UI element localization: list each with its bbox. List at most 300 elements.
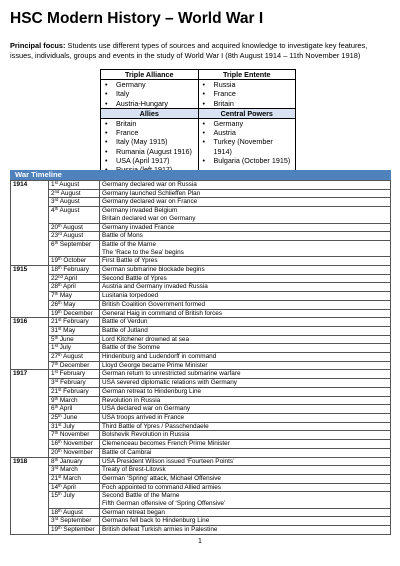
date-suffix: th bbox=[54, 430, 59, 436]
timeline-event bbox=[100, 198, 391, 207]
timeline-date bbox=[49, 353, 100, 362]
timeline-event bbox=[100, 292, 391, 301]
timeline-row bbox=[11, 232, 391, 241]
timeline-row bbox=[11, 300, 391, 309]
date-day: 20 bbox=[51, 448, 59, 456]
date-month: August bbox=[63, 508, 83, 516]
date-day: 20 bbox=[51, 223, 59, 231]
timeline-year: 1914 bbox=[11, 181, 49, 266]
timeline-date bbox=[49, 466, 100, 475]
timeline-row bbox=[11, 405, 391, 414]
timeline-row bbox=[11, 266, 391, 275]
date-suffix: rd bbox=[54, 378, 59, 384]
event-text: First Battle of Ypres bbox=[102, 257, 158, 265]
timeline-row bbox=[11, 292, 391, 301]
page-number: 1 bbox=[198, 538, 202, 545]
date-month: March bbox=[60, 466, 78, 474]
timeline-row bbox=[11, 422, 391, 431]
alliances-table bbox=[100, 69, 296, 176]
timeline-row bbox=[11, 483, 391, 492]
timeline-event bbox=[100, 422, 391, 431]
date-month: September bbox=[63, 526, 95, 534]
timeline-date bbox=[49, 257, 100, 266]
timeline-date bbox=[49, 448, 100, 457]
date-month: April bbox=[59, 405, 73, 413]
timeline-event bbox=[100, 466, 391, 475]
triple-alliance-item: • Germany bbox=[103, 80, 196, 89]
date-day: 3 bbox=[51, 517, 55, 525]
timeline-date bbox=[49, 181, 100, 190]
timeline-row bbox=[11, 274, 391, 283]
date-month: May bbox=[63, 326, 76, 334]
date-day: 3 bbox=[51, 379, 55, 387]
central-powers-title: Central Powers bbox=[198, 108, 296, 118]
timeline-year: 1916 bbox=[11, 318, 49, 370]
date-suffix: th bbox=[58, 448, 62, 453]
date-day: 22 bbox=[51, 274, 59, 282]
event-text: Lusitania torpedoed bbox=[102, 292, 159, 300]
date-day: 19 bbox=[51, 309, 59, 317]
date-month: February bbox=[63, 318, 89, 326]
principal-focus-text: Students use different types of sources and acquired knowledge to investigate key features, issues, individuals, groups and events in the study of World War I (8th August 1914 – 11th November 1918) bbox=[10, 41, 368, 60]
timeline-row bbox=[11, 240, 391, 256]
timeline-event bbox=[100, 335, 391, 344]
date-suffix: th bbox=[58, 483, 62, 488]
event-text: Foch appointed to command Allied armies bbox=[102, 483, 222, 491]
date-month: October bbox=[63, 257, 87, 265]
timeline-event bbox=[100, 379, 391, 388]
timeline-event bbox=[100, 396, 391, 405]
date-month: December bbox=[59, 361, 90, 369]
timeline-event bbox=[100, 223, 391, 232]
date-month: January bbox=[59, 457, 83, 465]
timeline-event bbox=[100, 431, 391, 440]
date-day: 19 bbox=[51, 257, 59, 265]
timeline-event bbox=[100, 517, 391, 526]
timeline-row bbox=[11, 379, 391, 388]
date-month: March bbox=[63, 474, 81, 482]
date-suffix: rd bbox=[54, 197, 59, 203]
event-text: German submarine blockade begins bbox=[102, 266, 205, 274]
event-text: German retreat to Hindenburg Line bbox=[102, 387, 202, 395]
date-month: September bbox=[60, 517, 92, 525]
timeline-date bbox=[49, 517, 100, 526]
date-suffix: st bbox=[58, 422, 62, 427]
event-text: Austria and Germany invaded Russia bbox=[102, 283, 208, 291]
timeline-date bbox=[49, 492, 100, 508]
date-day: 6 bbox=[51, 405, 55, 413]
page-title: HSC Modern History – World War I bbox=[10, 10, 264, 27]
event-text: USA declared war on Germany bbox=[102, 405, 191, 413]
central-powers-list bbox=[201, 119, 294, 165]
central-powers-item: • Bulgaria (October 1915) bbox=[201, 156, 294, 165]
principal-focus-label: Principal focus: bbox=[10, 41, 66, 50]
date-month: July bbox=[59, 344, 71, 352]
timeline-date bbox=[49, 326, 100, 335]
timeline-event bbox=[100, 361, 391, 370]
timeline-row bbox=[11, 361, 391, 370]
timeline-event bbox=[100, 189, 391, 198]
timeline-row bbox=[11, 517, 391, 526]
event-text: USA troops arrived in France bbox=[102, 413, 185, 421]
timeline-event bbox=[100, 283, 391, 292]
date-day: 7 bbox=[51, 292, 55, 300]
allies-item: • France bbox=[103, 128, 196, 137]
timeline-event bbox=[100, 309, 391, 318]
date-suffix: st bbox=[54, 180, 58, 185]
triple-entente-item: • Britain bbox=[201, 99, 294, 108]
allies-item: • USA (April 1917) bbox=[103, 156, 196, 165]
principal-focus bbox=[10, 41, 390, 61]
event-text: Germany declared war on France bbox=[102, 198, 198, 206]
date-suffix: th bbox=[58, 508, 62, 513]
date-month: June bbox=[63, 413, 78, 421]
date-suffix: th bbox=[54, 361, 59, 366]
allies-title: Allies bbox=[101, 108, 199, 118]
timeline-date bbox=[49, 526, 100, 535]
date-month: May bbox=[59, 292, 72, 300]
date-month: August bbox=[63, 223, 83, 231]
event-text: USA severed diplomatic relations with Germany bbox=[102, 379, 237, 387]
date-suffix: th bbox=[54, 396, 59, 401]
event-text: British Coalition Government formed bbox=[102, 300, 206, 308]
date-suffix: th bbox=[58, 352, 62, 358]
timeline-row bbox=[11, 326, 391, 335]
date-day: 28 bbox=[51, 283, 59, 291]
date-day: 9 bbox=[51, 396, 55, 404]
triple-alliance-list bbox=[103, 80, 196, 108]
timeline-date bbox=[49, 370, 100, 379]
date-month: August bbox=[59, 181, 80, 188]
timeline-event bbox=[100, 353, 391, 362]
date-suffix: nd bbox=[54, 189, 60, 194]
allies-item: • Italy (May 1915) bbox=[103, 137, 196, 146]
timeline-date bbox=[49, 232, 100, 241]
timeline-row bbox=[11, 508, 391, 517]
date-month: July bbox=[63, 492, 75, 500]
date-month: August bbox=[59, 198, 80, 206]
timeline-row bbox=[11, 207, 391, 223]
timeline-event bbox=[100, 274, 391, 283]
allies-item: • Britain bbox=[103, 119, 196, 128]
event-text: British defeat Turkish armies in Palestine bbox=[102, 526, 218, 534]
date-suffix: st bbox=[58, 326, 62, 331]
date-day: 1 bbox=[51, 344, 55, 352]
date-suffix: th bbox=[58, 491, 62, 497]
timeline-event bbox=[100, 474, 391, 483]
event-text: Third Battle of Ypres / Passchendaele bbox=[102, 422, 209, 430]
date-suffix: rd bbox=[58, 231, 62, 237]
timeline-row bbox=[11, 353, 391, 362]
date-day: 31 bbox=[51, 326, 59, 334]
date-day: 21 bbox=[51, 318, 59, 326]
event-text: Fifth German offensive of ‘Spring Offensive’ bbox=[102, 500, 226, 508]
date-suffix: th bbox=[54, 404, 59, 410]
allies-list bbox=[103, 119, 196, 175]
date-day: 31 bbox=[51, 422, 59, 430]
timeline-event bbox=[100, 483, 391, 492]
timeline-event bbox=[100, 300, 391, 309]
timeline-event bbox=[100, 232, 391, 241]
date-month: February bbox=[59, 370, 86, 378]
event-text: General Haig in command of British forces bbox=[102, 309, 223, 317]
timeline-row bbox=[11, 309, 391, 318]
triple-entente-list bbox=[201, 80, 294, 108]
date-day: 21 bbox=[51, 474, 59, 482]
timeline-date bbox=[49, 223, 100, 232]
date-month: February bbox=[60, 379, 86, 387]
event-text: Battle of Cambrai bbox=[102, 448, 152, 456]
date-suffix: th bbox=[54, 291, 59, 297]
timeline-row bbox=[11, 344, 391, 353]
date-day: 18 bbox=[51, 266, 59, 274]
timeline-date bbox=[49, 335, 100, 344]
triple-entente-item: • France bbox=[201, 89, 294, 98]
timeline-event bbox=[100, 326, 391, 335]
central-powers-item: • Austria bbox=[201, 128, 294, 137]
date-month: June bbox=[59, 335, 74, 343]
date-day: 21 bbox=[51, 387, 59, 395]
timeline-row bbox=[11, 335, 391, 344]
allies-cell bbox=[101, 118, 199, 175]
timeline-row bbox=[11, 448, 391, 457]
date-suffix: th bbox=[58, 439, 62, 445]
date-month: August bbox=[63, 232, 84, 240]
timeline-date bbox=[49, 198, 100, 207]
timeline-date bbox=[49, 474, 100, 483]
triple-alliance-item: • Austria-Hungary bbox=[103, 99, 196, 108]
event-text: Lloyd George became Prime Minister bbox=[102, 361, 208, 369]
timeline-date bbox=[49, 431, 100, 440]
timeline-date bbox=[49, 318, 100, 327]
timeline-event bbox=[100, 370, 391, 379]
event-text: The ‘Race to the Sea’ begins bbox=[102, 248, 184, 256]
timeline-row bbox=[11, 181, 391, 190]
timeline-date bbox=[49, 266, 100, 275]
event-text: USA President Wilson issued ‘Fourteen Points’ bbox=[102, 457, 235, 465]
timeline-row bbox=[11, 223, 391, 232]
timeline-row bbox=[11, 198, 391, 207]
date-suffix: th bbox=[58, 309, 62, 314]
timeline-row bbox=[11, 257, 391, 266]
timeline-heading: War Timeline bbox=[10, 170, 391, 180]
date-suffix: st bbox=[58, 317, 62, 323]
event-text: Hindenburg and Ludendorff in command bbox=[102, 353, 217, 361]
date-suffix: th bbox=[58, 300, 62, 305]
event-text: German return to unrestricted submarine warfare bbox=[102, 370, 241, 378]
date-suffix: st bbox=[54, 343, 58, 349]
date-day: 26 bbox=[51, 300, 59, 308]
event-text: Battle of the Somme bbox=[102, 344, 160, 352]
timeline-date bbox=[49, 457, 100, 466]
triple-alliance-item: • Italy bbox=[103, 89, 196, 98]
timeline-year: 1917 bbox=[11, 370, 49, 457]
timeline-row bbox=[11, 387, 391, 396]
event-text: Second Battle of the Marne bbox=[102, 492, 180, 500]
timeline-date bbox=[49, 413, 100, 422]
timeline-row bbox=[11, 457, 391, 466]
timeline-row bbox=[11, 413, 391, 422]
date-suffix: th bbox=[54, 240, 59, 245]
timeline-event bbox=[100, 266, 391, 275]
event-text: Germany declared war on Russia bbox=[102, 181, 197, 188]
timeline-row bbox=[11, 440, 391, 449]
date-month: November bbox=[63, 448, 93, 456]
timeline-event bbox=[100, 387, 391, 396]
date-day: 5 bbox=[51, 335, 55, 343]
date-suffix: st bbox=[58, 474, 62, 479]
timeline-event bbox=[100, 508, 391, 517]
timeline-date bbox=[49, 387, 100, 396]
date-month: September bbox=[59, 240, 92, 248]
date-suffix: rd bbox=[54, 516, 59, 522]
date-month: November bbox=[59, 431, 90, 439]
date-suffix: th bbox=[54, 335, 59, 340]
date-suffix: st bbox=[54, 369, 58, 375]
central-powers-cell bbox=[198, 118, 296, 175]
date-month: April bbox=[63, 283, 76, 291]
timeline-row bbox=[11, 283, 391, 292]
event-text: Germany launched Schlieffen Plan bbox=[102, 189, 201, 197]
triple-entente-cell bbox=[198, 80, 296, 109]
date-month: August bbox=[63, 353, 83, 361]
event-text: Germany invaded France bbox=[102, 223, 175, 231]
event-text: Britain declared war on Germany bbox=[102, 214, 196, 222]
timeline-date bbox=[49, 440, 100, 449]
timeline-event bbox=[100, 492, 391, 508]
date-suffix: th bbox=[54, 206, 59, 212]
timeline-year: 1918 bbox=[11, 457, 49, 534]
timeline-date bbox=[49, 405, 100, 414]
date-month: May bbox=[63, 300, 76, 308]
timeline-event bbox=[100, 440, 391, 449]
event-text: Second Battle of Ypres bbox=[102, 274, 167, 282]
date-day: 16 bbox=[51, 440, 59, 448]
event-text: Battle of Mons bbox=[102, 232, 143, 240]
date-suffix: nd bbox=[58, 274, 63, 279]
timeline-date bbox=[49, 283, 100, 292]
date-month: December bbox=[63, 309, 93, 317]
timeline-event bbox=[100, 181, 391, 190]
date-month: November bbox=[63, 440, 93, 448]
timeline-row bbox=[11, 318, 391, 327]
date-suffix: th bbox=[58, 282, 62, 288]
event-text: German retreat began bbox=[102, 508, 165, 516]
date-suffix: th bbox=[58, 413, 62, 418]
timeline-date bbox=[49, 344, 100, 353]
date-day: 27 bbox=[51, 353, 59, 361]
date-day: 3 bbox=[51, 466, 55, 474]
triple-entente-title: Triple Entente bbox=[198, 70, 296, 80]
date-suffix: st bbox=[58, 387, 62, 392]
timeline-row bbox=[11, 492, 391, 508]
timeline-event bbox=[100, 457, 391, 466]
date-day: 7 bbox=[51, 431, 55, 439]
timeline-event bbox=[100, 318, 391, 327]
timeline-date bbox=[49, 207, 100, 223]
timeline-date bbox=[49, 396, 100, 405]
date-suffix: th bbox=[54, 457, 59, 462]
timeline-date bbox=[49, 379, 100, 388]
timeline-event bbox=[100, 526, 391, 535]
timeline-event bbox=[100, 344, 391, 353]
timeline-table bbox=[10, 180, 391, 535]
date-day: 3 bbox=[51, 198, 55, 206]
date-day: 7 bbox=[51, 361, 55, 369]
triple-alliance-title: Triple Alliance bbox=[101, 70, 199, 80]
date-suffix: th bbox=[58, 525, 62, 531]
timeline-event bbox=[100, 257, 391, 266]
timeline-row bbox=[11, 370, 391, 379]
date-suffix: th bbox=[58, 256, 62, 262]
timeline-event bbox=[100, 448, 391, 457]
date-day: 25 bbox=[51, 413, 59, 421]
timeline-date bbox=[49, 240, 100, 256]
event-text: Germans fell back to Hindenburg Line bbox=[102, 517, 210, 525]
allies-item: • Rumania (August 1916) bbox=[103, 147, 196, 156]
event-text: German ‘Spring’ attack, Michael Offensive bbox=[102, 474, 221, 482]
date-month: August bbox=[59, 207, 80, 215]
date-suffix: th bbox=[58, 265, 62, 271]
date-day: 4 bbox=[51, 207, 55, 215]
event-text: Battle of Verdun bbox=[102, 318, 148, 326]
date-month: February bbox=[63, 387, 89, 395]
central-powers-item: • Turkey (November 1914) bbox=[201, 137, 294, 156]
timeline-event bbox=[100, 240, 391, 256]
timeline-row bbox=[11, 526, 391, 535]
event-text: Battle of the Marne bbox=[102, 240, 156, 248]
timeline-row bbox=[11, 466, 391, 475]
timeline-row bbox=[11, 431, 391, 440]
timeline-event bbox=[100, 207, 391, 223]
event-text: Treaty of Brest-Litovsk bbox=[102, 466, 166, 474]
timeline-date bbox=[49, 189, 100, 198]
date-month: March bbox=[59, 396, 78, 404]
date-month: July bbox=[63, 422, 75, 430]
date-suffix: th bbox=[58, 223, 62, 228]
date-month: April bbox=[64, 274, 78, 282]
event-text: Lord Kitchener drowned at sea bbox=[102, 335, 190, 343]
event-text: Revolution in Russia bbox=[102, 396, 161, 404]
event-text: Clemenceau becomes French Prime Minister bbox=[102, 440, 230, 448]
date-day: 6 bbox=[51, 240, 55, 248]
timeline-date bbox=[49, 422, 100, 431]
date-month: April bbox=[63, 483, 76, 491]
date-day: 8 bbox=[51, 457, 55, 465]
timeline-row bbox=[11, 474, 391, 483]
central-powers-item: • Germany bbox=[201, 119, 294, 128]
date-day: 14 bbox=[51, 483, 59, 491]
timeline-date bbox=[49, 361, 100, 370]
timeline-date bbox=[49, 483, 100, 492]
date-day: 23 bbox=[51, 232, 59, 240]
timeline-row bbox=[11, 189, 391, 198]
date-day: 1 bbox=[51, 181, 55, 188]
timeline-date bbox=[49, 274, 100, 283]
date-day: 2 bbox=[51, 189, 55, 197]
event-text: Germany invaded Belgium bbox=[102, 207, 178, 215]
date-day: 18 bbox=[51, 508, 59, 516]
timeline-row bbox=[11, 396, 391, 405]
timeline-date bbox=[49, 292, 100, 301]
event-text: Battle of Jutland bbox=[102, 326, 148, 334]
timeline-event bbox=[100, 413, 391, 422]
date-month: August bbox=[60, 189, 81, 197]
triple-entente-item: • Russia bbox=[201, 80, 294, 89]
date-day: 19 bbox=[51, 526, 59, 534]
timeline-date bbox=[49, 508, 100, 517]
timeline-date bbox=[49, 309, 100, 318]
